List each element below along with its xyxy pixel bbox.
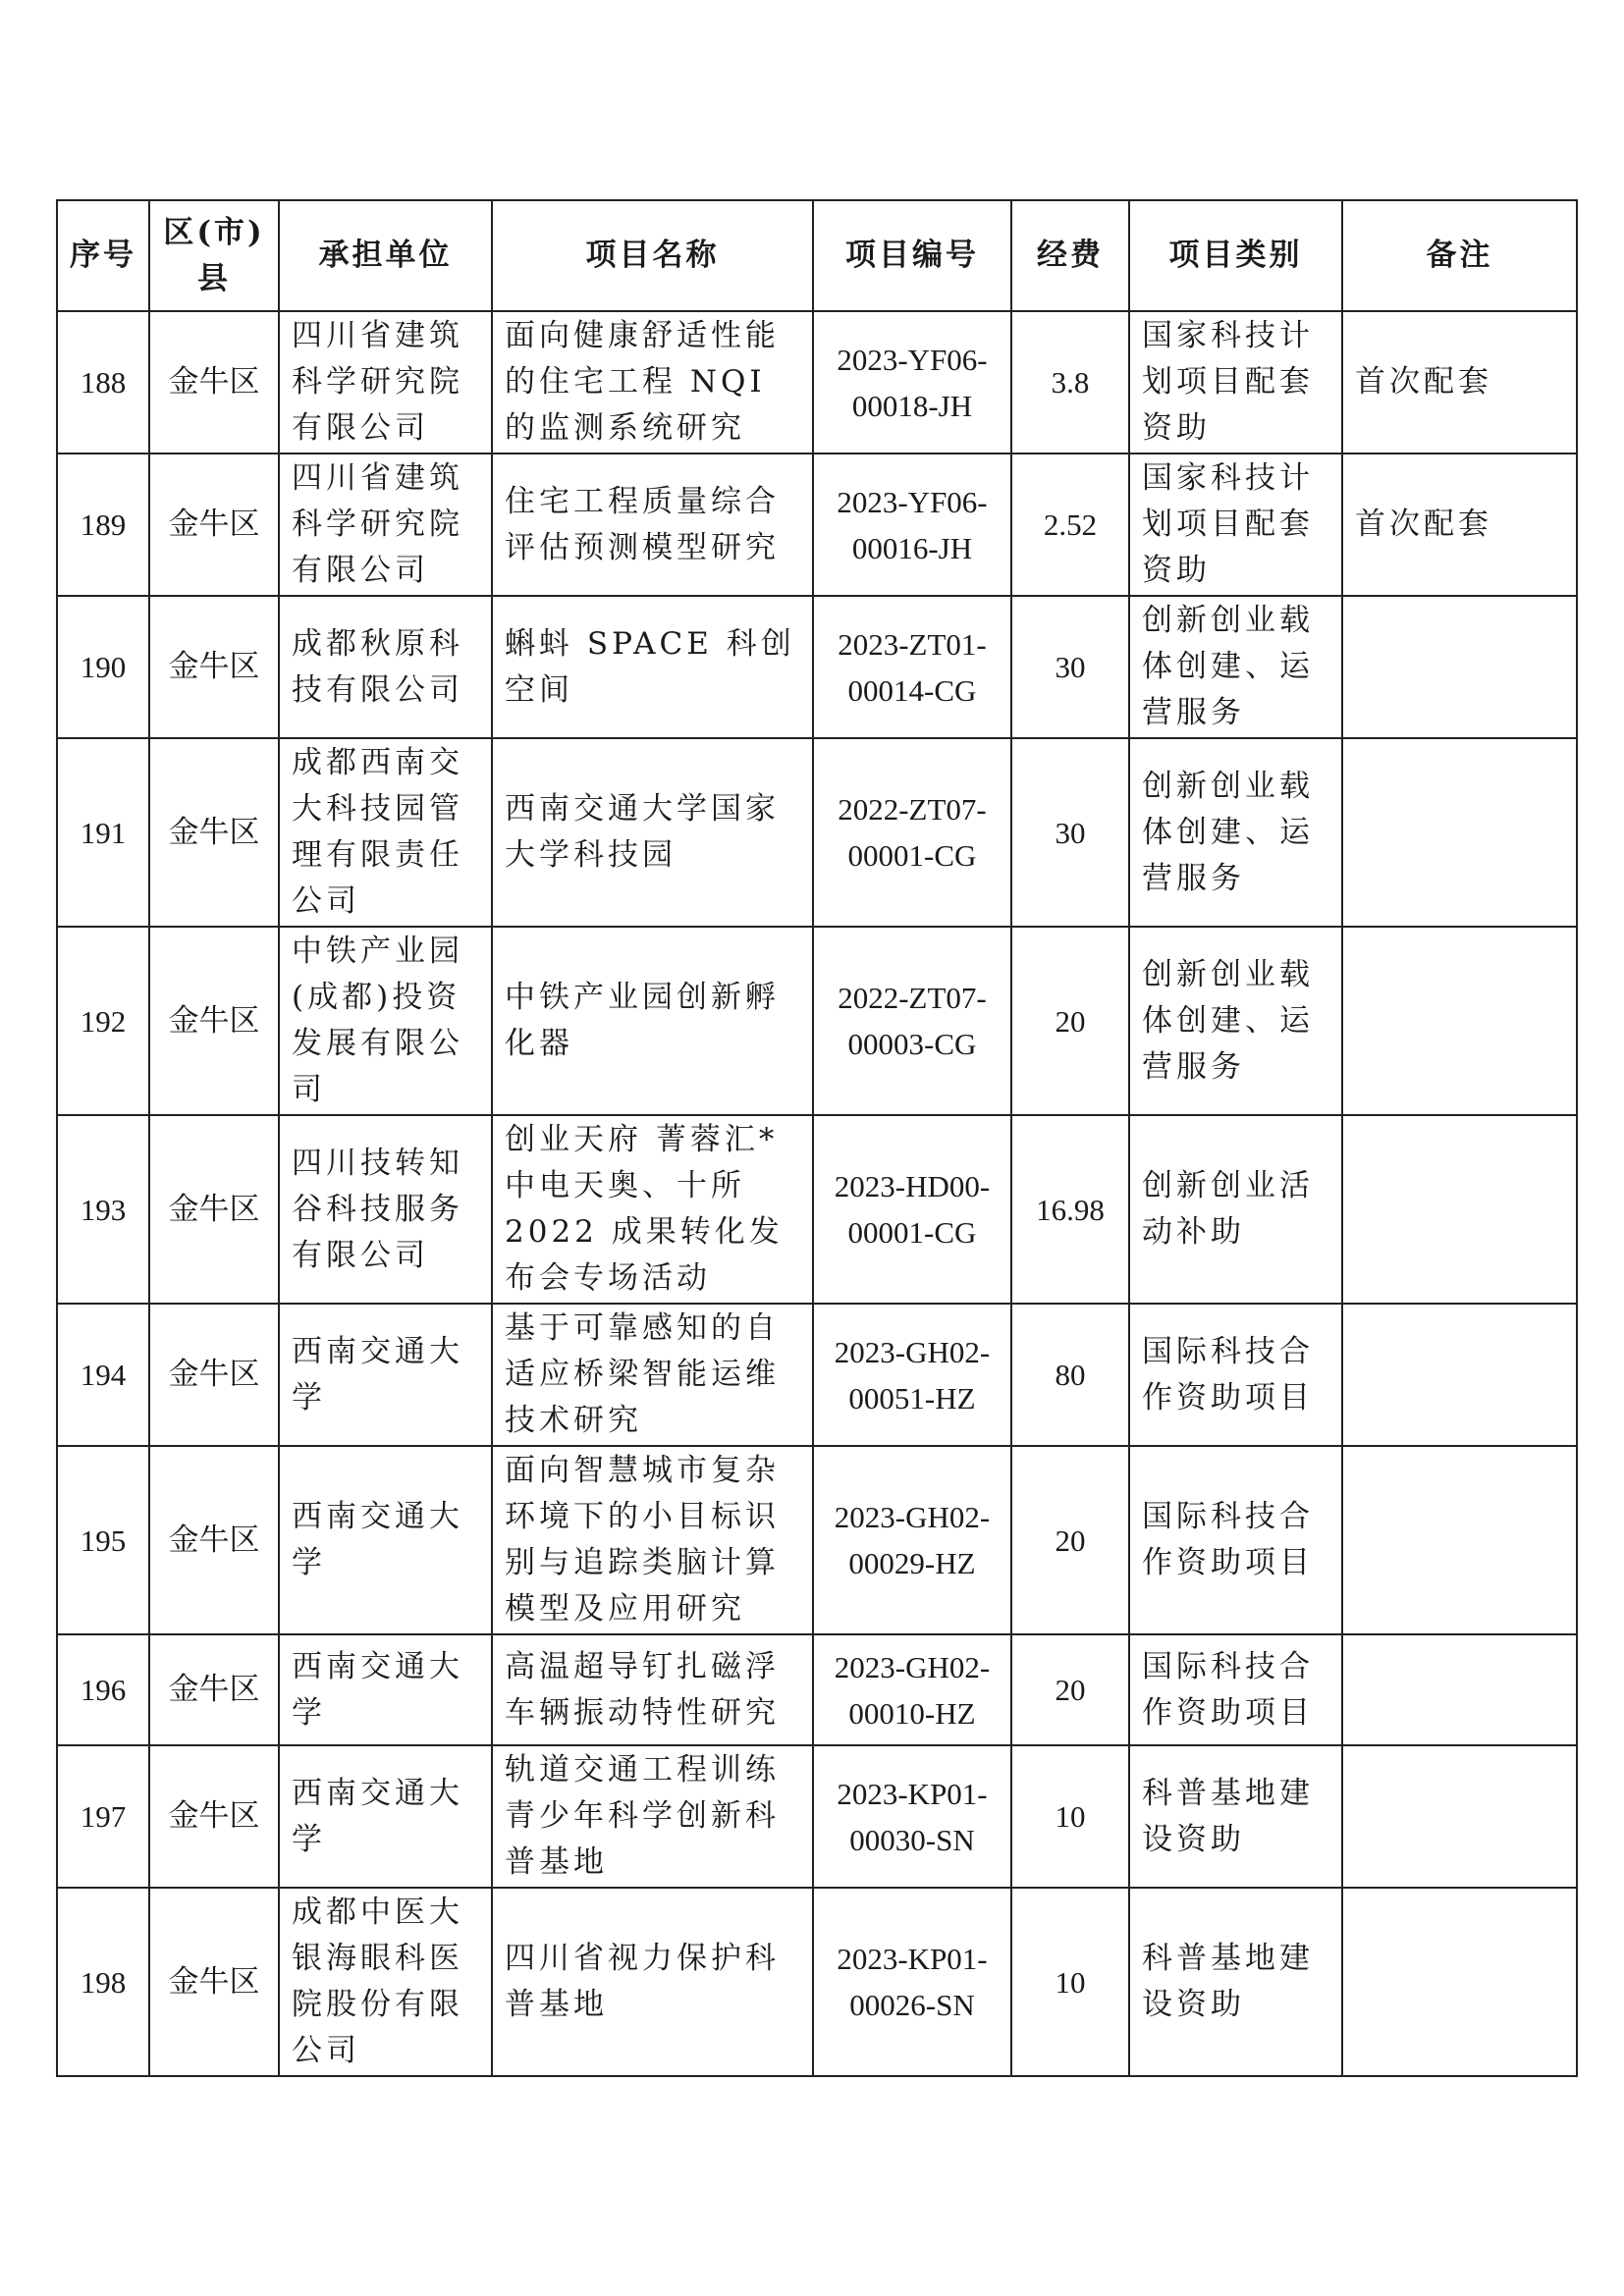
cell-funding: 80 [1011, 1304, 1129, 1446]
cell-project-code: 2023-GH02-00051-HZ [813, 1304, 1011, 1446]
cell-project-code: 2023-GH02-00029-HZ [813, 1446, 1011, 1634]
cell-note [1342, 1304, 1577, 1446]
cell-seq: 194 [57, 1304, 149, 1446]
cell-project-code: 2023-HD00-00001-CG [813, 1115, 1011, 1304]
cell-district: 金牛区 [149, 454, 279, 596]
cell-project-code: 2022-ZT07-00001-CG [813, 738, 1011, 927]
cell-category: 创新创业载体创建、运营服务 [1129, 927, 1342, 1115]
table-row [57, 311, 1577, 454]
table-row [57, 738, 1577, 927]
cell-unit: 西南交通大学 [279, 1634, 492, 1745]
cell-funding: 2.52 [1011, 454, 1129, 596]
cell-funding: 30 [1011, 738, 1129, 927]
cell-category: 创新创业载体创建、运营服务 [1129, 596, 1342, 738]
header-project-code: 项目编号 [813, 200, 1011, 311]
cell-seq: 191 [57, 738, 149, 927]
cell-project-code: 2023-KP01-00030-SN [813, 1745, 1011, 1888]
cell-project-code: 2023-KP01-00026-SN [813, 1888, 1011, 2076]
cell-note: 首次配套 [1342, 311, 1577, 454]
table-row [57, 454, 1577, 596]
cell-note [1342, 738, 1577, 927]
cell-district: 金牛区 [149, 596, 279, 738]
header-seq: 序号 [57, 200, 149, 311]
table-row [57, 1745, 1577, 1888]
header-project-name: 项目名称 [492, 200, 813, 311]
cell-category: 国际科技合作资助项目 [1129, 1446, 1342, 1634]
cell-unit: 西南交通大学 [279, 1446, 492, 1634]
header-unit: 承担单位 [279, 200, 492, 311]
cell-funding: 20 [1011, 1446, 1129, 1634]
cell-note [1342, 1446, 1577, 1634]
cell-note [1342, 1634, 1577, 1745]
cell-district: 金牛区 [149, 927, 279, 1115]
cell-seq: 197 [57, 1745, 149, 1888]
cell-project-name: 西南交通大学国家大学科技园 [492, 738, 813, 927]
table-row [57, 1115, 1577, 1304]
cell-funding: 10 [1011, 1745, 1129, 1888]
cell-project-name: 面向智慧城市复杂环境下的小目标识别与追踪类脑计算模型及应用研究 [492, 1446, 813, 1634]
cell-category: 国家科技计划项目配套资助 [1129, 454, 1342, 596]
cell-project-name: 蝌蚪 SPACE 科创空间 [492, 596, 813, 738]
cell-unit: 中铁产业园(成都)投资发展有限公司 [279, 927, 492, 1115]
cell-funding: 20 [1011, 927, 1129, 1115]
cell-seq: 196 [57, 1634, 149, 1745]
cell-unit: 成都秋原科技有限公司 [279, 596, 492, 738]
cell-seq: 193 [57, 1115, 149, 1304]
cell-category: 国际科技合作资助项目 [1129, 1304, 1342, 1446]
cell-unit: 四川技转知谷科技服务有限公司 [279, 1115, 492, 1304]
cell-seq: 198 [57, 1888, 149, 2076]
cell-project-name: 四川省视力保护科普基地 [492, 1888, 813, 2076]
cell-unit: 成都西南交大科技园管理有限责任公司 [279, 738, 492, 927]
cell-project-name: 基于可靠感知的自适应桥梁智能运维技术研究 [492, 1304, 813, 1446]
cell-project-name: 面向健康舒适性能的住宅工程 NQI 的监测系统研究 [492, 311, 813, 454]
cell-seq: 189 [57, 454, 149, 596]
cell-district: 金牛区 [149, 1446, 279, 1634]
table-row [57, 1888, 1577, 2076]
cell-category: 科普基地建设资助 [1129, 1745, 1342, 1888]
cell-project-name: 轨道交通工程训练青少年科学创新科普基地 [492, 1745, 813, 1888]
cell-category: 国家科技计划项目配套资助 [1129, 311, 1342, 454]
cell-district: 金牛区 [149, 1634, 279, 1745]
cell-funding: 16.98 [1011, 1115, 1129, 1304]
cell-unit: 西南交通大学 [279, 1304, 492, 1446]
cell-project-code: 2023-YF06-00018-JH [813, 311, 1011, 454]
cell-note [1342, 1888, 1577, 2076]
header-funding: 经费 [1011, 200, 1129, 311]
cell-project-name: 高温超导钉扎磁浮车辆振动特性研究 [492, 1634, 813, 1745]
cell-district: 金牛区 [149, 738, 279, 927]
cell-district: 金牛区 [149, 1745, 279, 1888]
table-row [57, 927, 1577, 1115]
table-row [57, 1304, 1577, 1446]
table-header-row [57, 200, 1577, 311]
project-table [56, 199, 1578, 2077]
cell-funding: 10 [1011, 1888, 1129, 2076]
cell-project-code: 2023-YF06-00016-JH [813, 454, 1011, 596]
cell-seq: 192 [57, 927, 149, 1115]
cell-funding: 30 [1011, 596, 1129, 738]
cell-category: 国际科技合作资助项目 [1129, 1634, 1342, 1745]
cell-district: 金牛区 [149, 1888, 279, 2076]
cell-unit: 成都中医大银海眼科医院股份有限公司 [279, 1888, 492, 2076]
cell-district: 金牛区 [149, 311, 279, 454]
table-row [57, 596, 1577, 738]
cell-category: 科普基地建设资助 [1129, 1888, 1342, 2076]
cell-project-code: 2023-GH02-00010-HZ [813, 1634, 1011, 1745]
cell-project-code: 2023-ZT01-00014-CG [813, 596, 1011, 738]
cell-project-name: 住宅工程质量综合评估预测模型研究 [492, 454, 813, 596]
cell-project-code: 2022-ZT07-00003-CG [813, 927, 1011, 1115]
cell-category: 创新创业活动补助 [1129, 1115, 1342, 1304]
cell-seq: 195 [57, 1446, 149, 1634]
cell-seq: 188 [57, 311, 149, 454]
cell-district: 金牛区 [149, 1115, 279, 1304]
cell-district: 金牛区 [149, 1304, 279, 1446]
cell-unit: 西南交通大学 [279, 1745, 492, 1888]
cell-note [1342, 1745, 1577, 1888]
cell-category: 创新创业载体创建、运营服务 [1129, 738, 1342, 927]
cell-funding: 20 [1011, 1634, 1129, 1745]
table-row [57, 1446, 1577, 1634]
cell-unit: 四川省建筑科学研究院有限公司 [279, 454, 492, 596]
header-category: 项目类别 [1129, 200, 1342, 311]
cell-funding: 3.8 [1011, 311, 1129, 454]
table-row [57, 1634, 1577, 1745]
cell-project-name: 创业天府 菁蓉汇*中电天奥、十所 2022 成果转化发布会专场活动 [492, 1115, 813, 1304]
header-district: 区(市)县 [149, 200, 279, 311]
header-note: 备注 [1342, 200, 1577, 311]
cell-note [1342, 927, 1577, 1115]
cell-note [1342, 596, 1577, 738]
cell-project-name: 中铁产业园创新孵化器 [492, 927, 813, 1115]
cell-seq: 190 [57, 596, 149, 738]
cell-unit: 四川省建筑科学研究院有限公司 [279, 311, 492, 454]
cell-note [1342, 1115, 1577, 1304]
cell-note: 首次配套 [1342, 454, 1577, 596]
